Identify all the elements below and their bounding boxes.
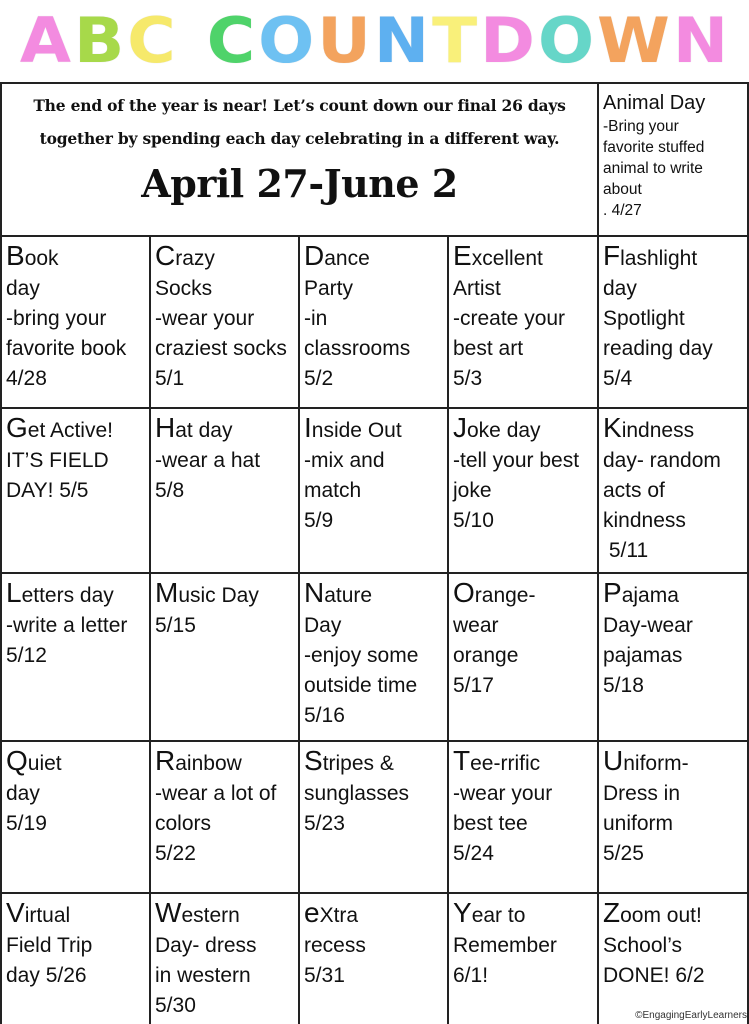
intro-line-1: The end of the year is near! Let’s count down our final 26 days [33, 96, 566, 115]
title-letter: C [127, 3, 177, 78]
cell-description: indness day- random acts of kindness 5/11 [603, 419, 721, 562]
cell-initial-letter: J [453, 412, 467, 443]
cell-initial-letter: G [6, 412, 28, 443]
cell-initial-letter: M [155, 577, 179, 608]
cell-animal-day [599, 84, 749, 237]
cell-description: usic Day 5/15 [155, 584, 259, 637]
date-range: April 27-June 2 [141, 161, 458, 206]
day-cell [151, 409, 300, 574]
title-letter: O [537, 3, 596, 78]
day-cell [599, 409, 749, 574]
cell-initial-letter: L [6, 577, 22, 608]
cell-initial-letter: K [603, 412, 622, 443]
cell-initial-letter: C [155, 240, 176, 271]
day-cell [449, 237, 599, 409]
cell-initial-letter: D [304, 240, 325, 271]
cell-initial-letter: S [304, 745, 323, 776]
cell-description: irtual Field Trip day 5/26 [6, 904, 93, 987]
cell-text [155, 578, 295, 641]
cell-initial-letter: P [603, 577, 622, 608]
cell-description: lashlight day Spotlight reading day 5/4 [603, 247, 713, 390]
cell-text [304, 746, 444, 839]
day-cell [300, 237, 449, 409]
page-title [0, 0, 749, 82]
title-letter: T [432, 3, 479, 78]
title-letter: W [597, 3, 671, 78]
cell-initial-letter: Y [453, 897, 472, 928]
cell-text [603, 746, 744, 869]
copyright-notice: ©EngagingEarlyLearners [635, 1010, 747, 1021]
title-letter: D [480, 3, 536, 78]
day-cell [2, 574, 151, 742]
cell-description: ature Day -enjoy some outside time 5/16 [304, 584, 419, 727]
day-cell [300, 409, 449, 574]
cell-description: ance Party -in classrooms 5/2 [304, 247, 411, 390]
cell-text [155, 413, 295, 506]
cell-initial-letter: O [453, 577, 475, 608]
cell-initial-letter: H [155, 412, 176, 443]
cell-initial-letter: Q [6, 745, 28, 776]
cell-text [6, 241, 146, 394]
title-letter: C [206, 3, 257, 78]
cell-text [453, 241, 594, 394]
cell-text [453, 898, 594, 991]
cell-text [6, 413, 146, 506]
cell-initial-letter: e [304, 897, 320, 928]
cell-initial-letter: V [6, 897, 25, 928]
cell-description: ear to Remember 6/1! [453, 904, 557, 987]
cell-text [155, 241, 295, 394]
day-cell [599, 894, 749, 1024]
cell-description: oke day -tell your best joke 5/10 [453, 419, 580, 532]
cell-text [304, 413, 444, 536]
cell-initial-letter: F [603, 240, 621, 271]
day-cell [599, 742, 749, 894]
cell-description: et Active! IT’S FIELD DAY! 5/5 [6, 419, 113, 502]
cell-description: oom out! School’s DONE! 6/2 [603, 904, 705, 987]
day-cell [599, 237, 749, 409]
cell-description: Xtra recess 5/31 [304, 904, 366, 987]
cell-description: tripes & sunglasses 5/23 [304, 752, 410, 835]
cell-description: etters day -write a letter 5/12 [6, 584, 128, 667]
cell-initial-letter: R [155, 745, 176, 776]
cell-text [603, 241, 744, 394]
day-cell [300, 894, 449, 1024]
day-cell [449, 742, 599, 894]
day-cell [151, 894, 300, 1024]
cell-description: nside Out -mix and match 5/9 [304, 419, 402, 532]
cell-initial-letter: I [304, 412, 312, 443]
cell-description: ajama Day-wear pajamas 5/18 [603, 584, 693, 697]
title-letter: N [672, 3, 730, 78]
day-cell [2, 742, 151, 894]
cell-text [603, 898, 744, 991]
intro-line-2: together by spending each day celebrating in a different way. [39, 129, 560, 148]
cell-text: -Bring your favorite stuffed animal to write about . 4/27 [603, 118, 705, 219]
title-letter: U [317, 3, 372, 78]
day-cell [2, 237, 151, 409]
cell-initial-letter: T [453, 745, 471, 776]
cell-description: at day -wear a hat 5/8 [155, 419, 261, 502]
cell-text [304, 898, 444, 991]
cell-text [6, 746, 146, 839]
day-cell [300, 742, 449, 894]
day-cell [2, 894, 151, 1024]
day-cell [599, 574, 749, 742]
cell-text [453, 413, 594, 536]
title-letter: B [73, 3, 126, 78]
intro-box [2, 84, 599, 237]
cell-description: ee-rrific -wear your best tee 5/24 [453, 752, 553, 865]
cell-title: Animal Day [603, 92, 706, 114]
cell-description: uiet day 5/19 [6, 752, 62, 835]
cell-initial-letter: Z [603, 897, 621, 928]
cell-description: ainbow -wear a lot of colors 5/22 [155, 752, 277, 865]
cell-initial-letter: B [6, 240, 25, 271]
cell-description: xcellent Artist -create your best art 5/3 [453, 247, 566, 390]
cell-text [603, 413, 744, 566]
day-cell [300, 574, 449, 742]
day-cell [449, 894, 599, 1024]
cell-text [453, 578, 594, 701]
cell-description: razy Socks -wear your craziest socks 5/1 [155, 247, 287, 390]
title-letter: N [373, 3, 431, 78]
cell-text [603, 578, 744, 701]
cell-text [6, 898, 146, 991]
cell-description: range- wear orange 5/17 [453, 584, 536, 697]
title-letter: A [19, 3, 72, 78]
title-letter: O [258, 3, 316, 78]
day-cell [151, 742, 300, 894]
cell-text [304, 578, 444, 731]
day-cell [151, 574, 300, 742]
day-cell [449, 574, 599, 742]
day-cell [151, 237, 300, 409]
cell-text [453, 746, 594, 869]
cell-description: niform- Dress in uniform 5/25 [603, 752, 689, 865]
cell-text [155, 898, 295, 1021]
cell-text [304, 241, 444, 394]
cell-initial-letter: E [453, 240, 472, 271]
cell-text [155, 746, 295, 869]
cell-text [6, 578, 146, 671]
cell-initial-letter: U [603, 745, 624, 776]
countdown-grid [0, 82, 749, 1024]
cell-initial-letter: W [155, 897, 182, 928]
day-cell [2, 409, 151, 574]
cell-description: ook day -bring your favorite book 4/28 [6, 247, 127, 390]
day-cell [449, 409, 599, 574]
cell-initial-letter: N [304, 577, 325, 608]
cell-description: estern Day- dress in western 5/30 [155, 904, 257, 1017]
